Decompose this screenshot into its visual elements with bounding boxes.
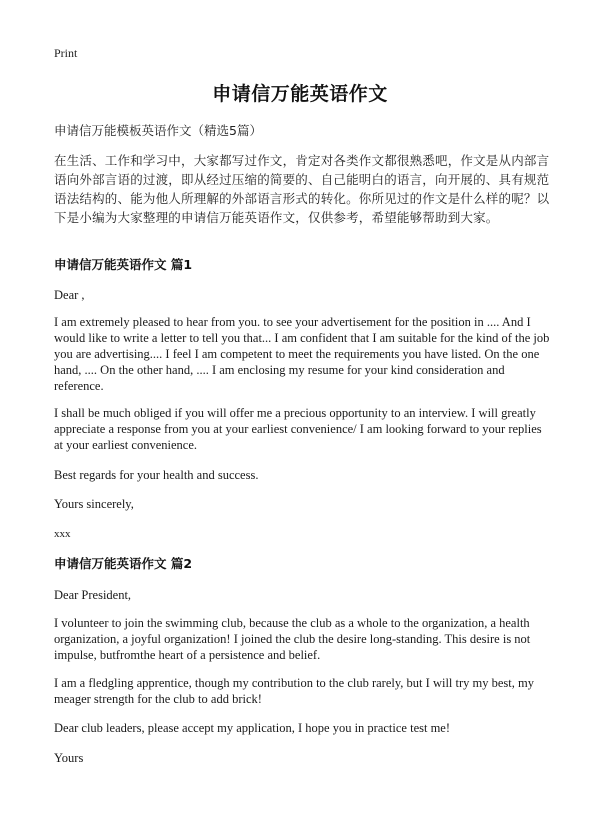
letter-closing: Yours sincerely, bbox=[54, 497, 134, 511]
letter-salutation: Dear , bbox=[54, 288, 85, 302]
letter-paragraph: Best regards for your health and success. bbox=[54, 468, 259, 482]
document-subtitle: 申请信万能模板英语作文（精选5篇） bbox=[54, 123, 262, 138]
letter-paragraph: I volunteer to join the swimming club, because the club as a whole to the organization, a health organization, a joyful organization! I joined the club the desire long-standing. This desire is not impulse, butfromthe heart of a persistence and belief. bbox=[54, 616, 531, 662]
section-heading-1: 申请信万能英语作文 篇1 bbox=[54, 257, 193, 272]
letter-closing: Yours bbox=[54, 751, 84, 765]
letter-paragraph: I am extremely pleased to hear from you. to see your advertisement for the position in .... And I would like to write a letter to tell you that... I am confident that I am suitable for the kind of the job you are advertising.... I feel I am competent to meet the requirements you have listed. On the one hand, .... On the other hand, .... I am enclosing my resume for your kind consideration and reference. bbox=[54, 315, 550, 393]
letter-salutation: Dear President, bbox=[54, 588, 132, 602]
letter-signature: xxx bbox=[54, 528, 71, 540]
page-title: 申请信万能英语作文 bbox=[212, 83, 388, 105]
letter-paragraph: I shall be much obliged if you will offer me a precious opportunity to an interview. I will greatly appreciate a response from you at your earliest convenience/ I am looking forward to your replies at your earliest convenience. bbox=[54, 406, 542, 452]
letter-paragraph: Dear club leaders, please accept my application, I hope you in practice test me! bbox=[54, 721, 451, 735]
letter-paragraph: I am a fledgling apprentice, though my contribution to the club rarely, but I will try my best, my meager strength for the club to add brick! bbox=[54, 676, 534, 706]
intro-paragraph: 在生活、工作和学习中，大家都写过作文，肯定对各类作文都很熟悉吧，作文是从内部言语向外部言语的过渡，即从经过压缩的简要的、自己能明白的语言，向开展的、具有规范语法结构的、能为他人所理解的外部语言形式的转化。你所见过的作文是什么样的呢？以下是小编为大家整理的申请信万能英语作文，仅供参考，希望能够帮助到大家。 bbox=[54, 153, 550, 225]
section-heading-2: 申请信万能英语作文 篇2 bbox=[54, 556, 193, 571]
print-link[interactable]: Print bbox=[54, 46, 78, 60]
